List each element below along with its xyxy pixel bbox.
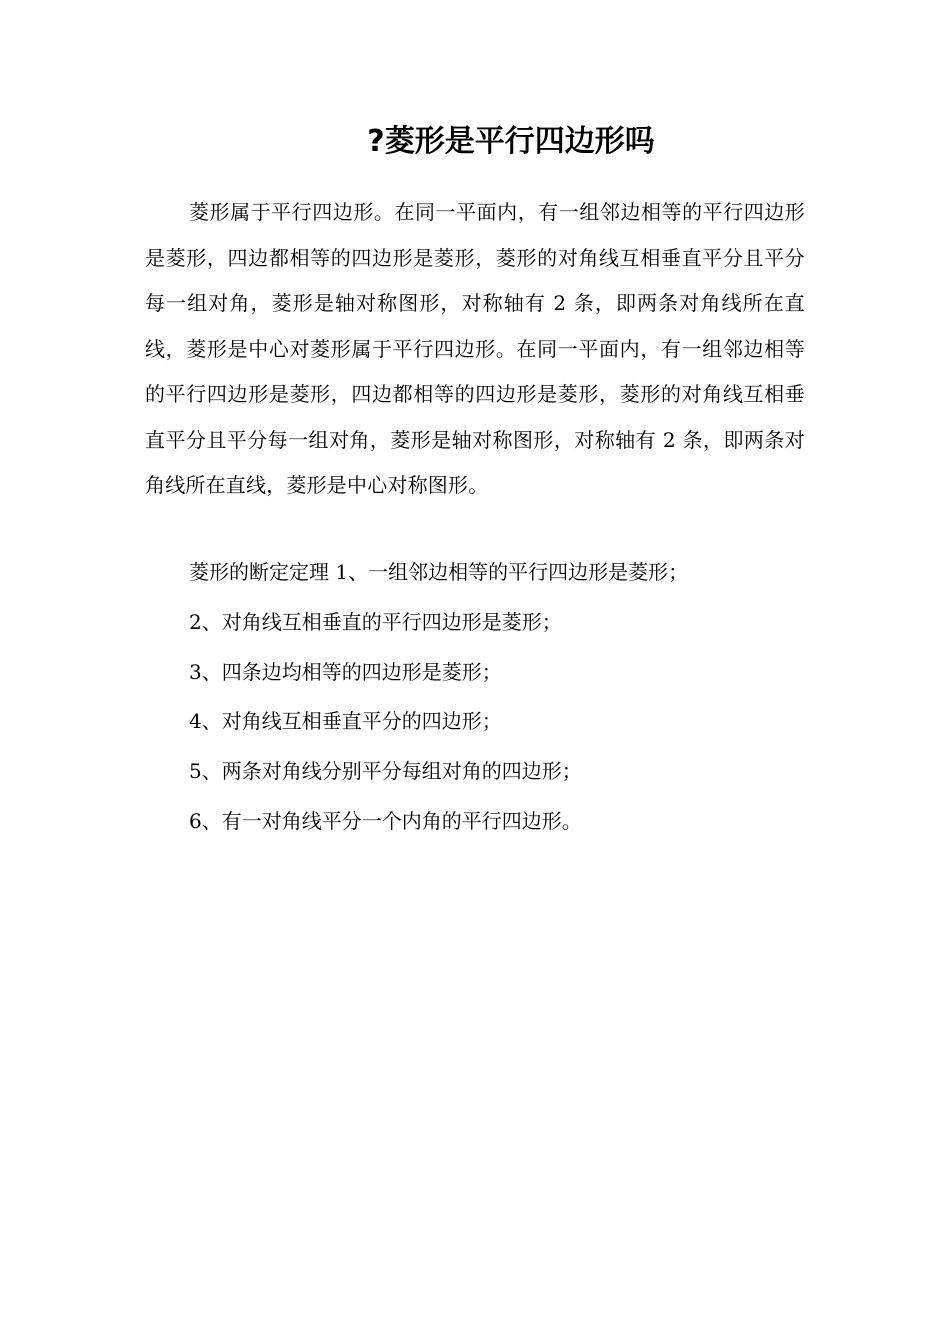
theorem-item-6: 6、有一对角线平分一个内角的平行四边形。 xyxy=(189,809,582,833)
document-title: ?菱形是平行四边形吗 xyxy=(367,124,655,159)
theorem-item-4: 4、对角线互相垂直平分的四边形； xyxy=(189,709,502,733)
theorem-item-1: 菱形的断定定理 1、一组邻边相等的平行四边形是菱形； xyxy=(189,560,689,584)
theorem-item-3: 3、四条边均相等的四边形是菱形； xyxy=(189,660,502,684)
body-paragraph: 菱形属于平行四边形。在同一平面内，有一组邻边相等的平行四边形是菱形，四边都相等的四边形是菱形，菱形的对角线互相垂直平分且平分每一组对角，菱形是轴对称图形，对称轴有 2 条，即两条对角线所在直线，菱形是中心对菱形属于平行四边形。在同一平面内，有一组邻边相等的平行四边形是菱形，四边都相等的四边形是菱形，菱形的对角线互相垂直平分且平分每一组对角，菱形是轴对称图形，对称轴有 2 条，即两条对角线所在直线，菱形是中心对称图形。 xyxy=(145,200,805,497)
theorem-item-2: 2、对角线互相垂直的平行四边形是菱形； xyxy=(189,610,562,634)
theorem-item-5: 5、两条对角线分别平分每组对角的四边形； xyxy=(189,759,582,783)
